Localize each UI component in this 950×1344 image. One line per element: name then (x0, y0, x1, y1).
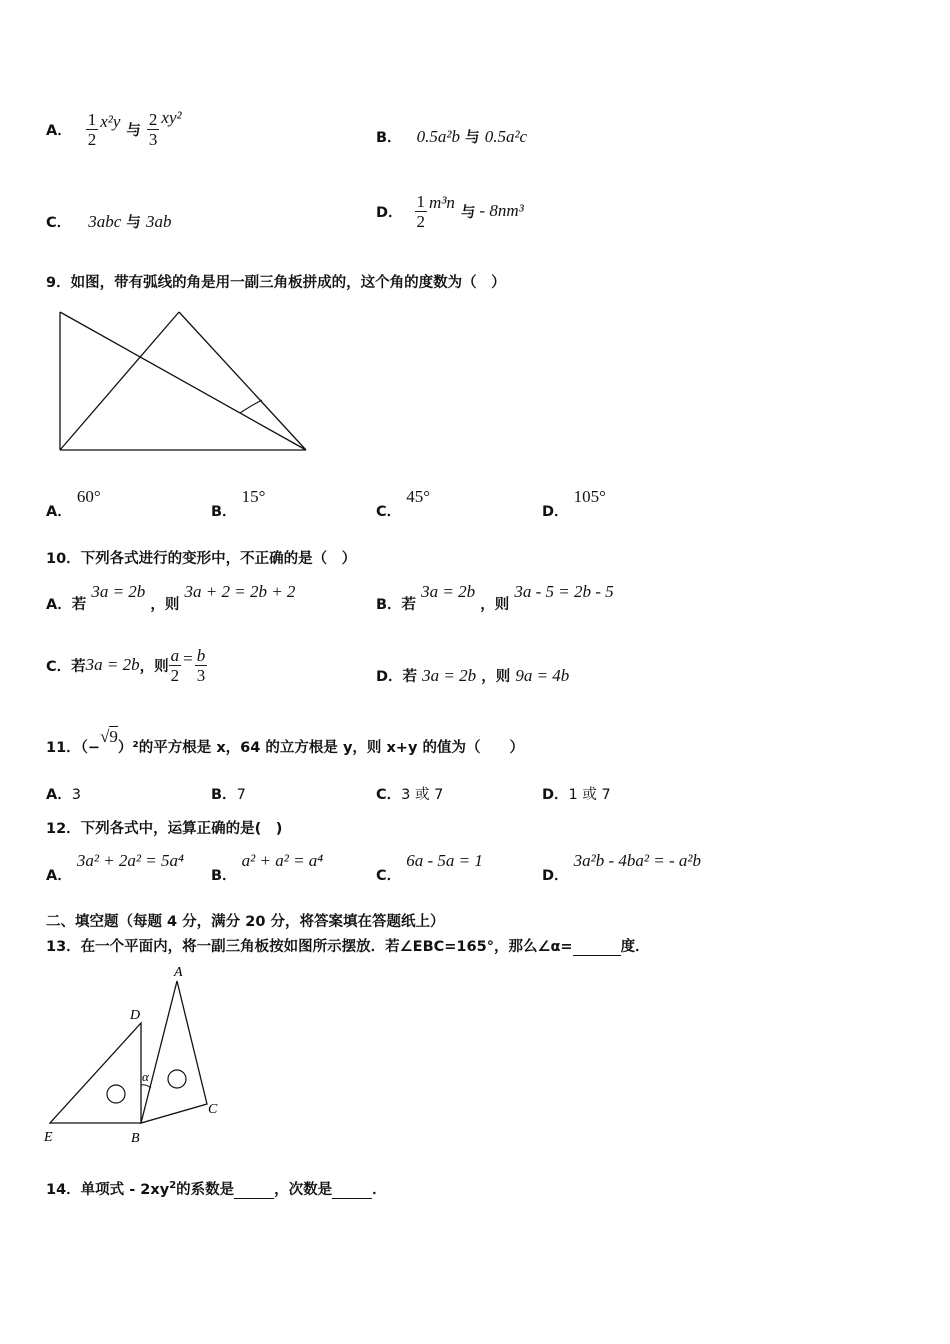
q11-options (46, 783, 746, 805)
q11-option-d: D．1 或 7 (542, 787, 611, 803)
q13-triangle-figure (40, 960, 230, 1150)
q9-options (46, 486, 746, 526)
label-a: A (174, 965, 183, 980)
q12-option-b: B． a² + a² = a⁴ (211, 851, 324, 884)
label-d: D (130, 1008, 141, 1023)
option-label: A． (46, 122, 72, 139)
q12-option-c: C． 6a - 5a = 1 (376, 851, 483, 884)
q11-option-a: A．3 (46, 787, 81, 803)
fraction: $\frac{b}{3}$ (196, 645, 206, 685)
q13-stem: 13．在一个平面内，将一副三角板按如图所示摆放．若∠EBC=165°，那么∠α= 度． (46, 939, 650, 955)
q10-option-a: A．若 3a = 2b ，则 3a + 2 = 2b + 2 (46, 582, 296, 613)
q9-option-b: B． 15° (211, 487, 266, 520)
q8-option-d: D． $\frac{1}{2}$ m³n 与 - 8nm³ (376, 191, 524, 231)
section-title: 二、填空题（每题 4 分，满分 20 分，将答案填在答题纸上） (46, 914, 445, 930)
answer-blank-coefficient[interactable] (234, 1182, 274, 1199)
q12-stem: 12．下列各式中，运算正确的是( ) (46, 821, 283, 837)
q9-option-a: A． 60° (46, 487, 101, 520)
q12-option-d: D． 3a²b - 4ba² = - a²b (542, 851, 701, 884)
fraction: $\frac{a}{2}$ (170, 645, 180, 685)
q9-stem: 9．如图，带有弧线的角是用一副三角板拼成的，这个角的度数为（ ） (46, 275, 506, 291)
q11-option-c: C．3 或 7 (376, 787, 444, 803)
label-e: E (44, 1130, 53, 1145)
q8-option-c: C． 3abc 与 3ab (46, 212, 172, 231)
q9-option-d: D． 105° (542, 487, 606, 520)
q8-option-a: A． $\frac{1}{2}$ x²y 与 $\frac{2}{3}$ xy² (46, 108, 182, 149)
q10-stem: 10．下列各式进行的变形中，不正确的是（ ） (46, 551, 357, 567)
fraction: $\frac{2}{3}$ (148, 109, 158, 149)
q9-triangle-figure (56, 308, 312, 456)
q9-option-c: C． 45° (376, 487, 431, 520)
answer-blank-degree[interactable] (332, 1182, 372, 1199)
math-expression: xy² (161, 108, 182, 127)
q12-option-a: A． 3a² + 2a² = 5a⁴ (46, 851, 184, 884)
label-alpha: α (142, 1069, 149, 1084)
label-b: B (131, 1131, 140, 1146)
q11-option-b: B．7 (211, 787, 246, 803)
answer-blank[interactable] (573, 939, 621, 956)
q10-option-c: C．若 3a = 2b ，则 $\frac{a}{2}$ = $\frac{b}{3}$ (46, 645, 206, 685)
q12-options (46, 850, 766, 890)
label-c: C (208, 1102, 218, 1117)
sqrt-expression: √9 (100, 727, 118, 746)
fraction: $\frac{1}{2}$ (87, 109, 97, 149)
q10-option-d: D．若 3a = 2b ，则 9a = 4b (376, 666, 570, 685)
q14-stem: 14．单项式 - $2xy^2$的系数是 ，次数是 ． (46, 1180, 387, 1198)
math-expression: x²y (100, 112, 121, 131)
q8-option-b: B． 0.5a²b 与 0.5a²c (376, 127, 528, 146)
q11-stem: 11．（−√9）²的平方根是 x，64 的立方根是 y，则 x+y 的值为（ ） (46, 727, 524, 756)
q10-option-b: B．若 3a = 2b ，则 3a - 5 = 2b - 5 (376, 582, 614, 613)
fraction: $\frac{1}{2}$ (416, 191, 426, 231)
